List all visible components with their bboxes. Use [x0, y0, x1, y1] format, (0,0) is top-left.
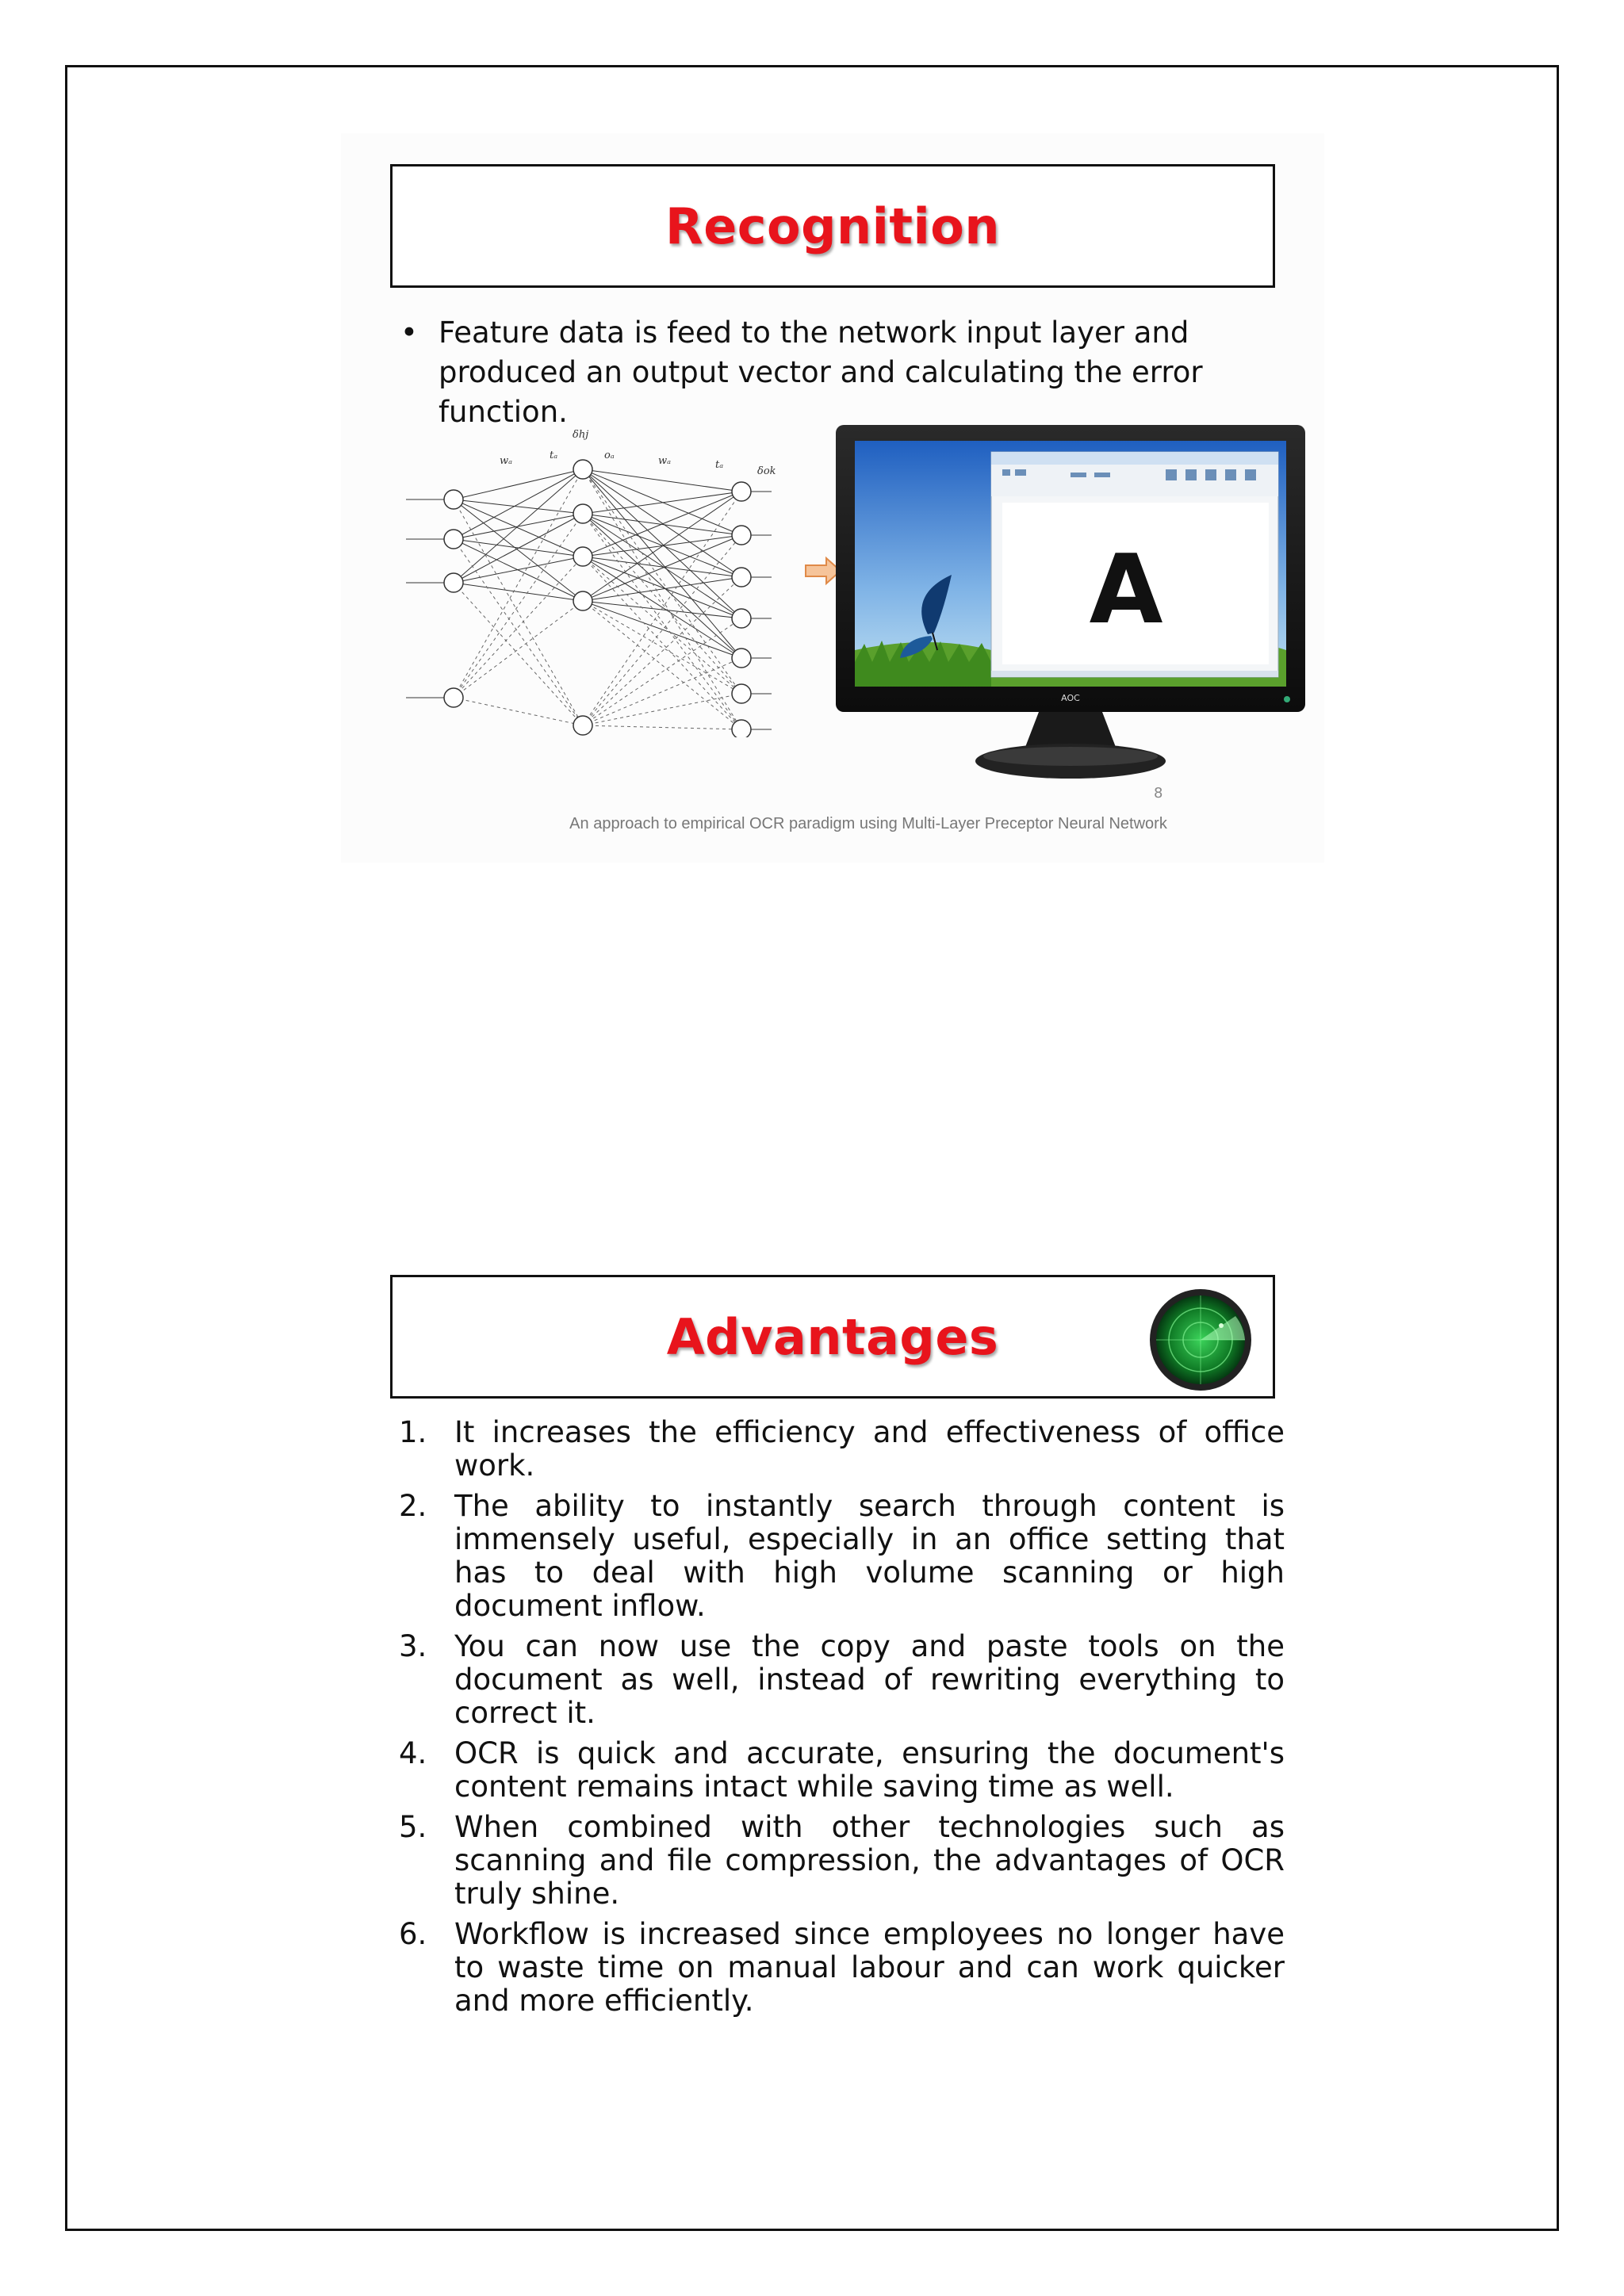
recognition-bullet [400, 313, 1273, 432]
network-node [732, 526, 751, 545]
list-item [393, 1737, 1285, 1804]
list-item-number: 1. [399, 1415, 427, 1449]
network-node [732, 609, 751, 628]
network-node [573, 504, 592, 523]
recognition-title: Recognition [665, 197, 1001, 255]
list-item [393, 1811, 1285, 1911]
list-item-number: 2. [399, 1489, 427, 1523]
monitor-letter-a: A [1089, 535, 1163, 645]
network-node [444, 530, 463, 549]
monitor-brand: AOC [1061, 693, 1080, 703]
list-item-number: 3. [399, 1629, 427, 1663]
network-node [444, 688, 463, 707]
advantages-title-box [390, 1275, 1275, 1399]
list-item-text: The ability to instantly search through content is immensely useful, especially in an office setting that has to deal with high volume scanning or high document inflow. [454, 1489, 1285, 1623]
list-item [393, 1630, 1285, 1730]
recognition-title-box [390, 164, 1275, 288]
advantages-list [393, 1416, 1285, 2025]
list-item [393, 1918, 1285, 2018]
list-item [393, 1416, 1285, 1483]
bullet-dot-icon: • [400, 316, 418, 350]
network-node [732, 649, 751, 668]
network-node [444, 490, 463, 509]
list-item-text: OCR is quick and accurate, ensuring the document's content remains intact while saving time as well. [454, 1736, 1285, 1804]
label-o-mid: oₐ [604, 450, 615, 461]
list-item [393, 1490, 1285, 1623]
label-w-right: wₐ [658, 455, 672, 467]
network-node [573, 547, 592, 566]
label-t-left: tₐ [550, 450, 558, 461]
neural-network-diagram [396, 420, 801, 737]
label-delta-ok: δok [757, 465, 776, 477]
list-item-text: When combined with other technologies such as scanning and file compression, the advantages of OCR truly shine. [454, 1810, 1285, 1911]
label-t-right: tₐ [715, 459, 724, 471]
figure-caption: An approach to empirical OCR paradigm using Multi-Layer Preceptor Neural Network [569, 815, 1167, 832]
label-w-left: wₐ [500, 455, 513, 467]
label-delta-hj: δhj [573, 429, 589, 441]
network-node [732, 482, 751, 501]
network-node [573, 591, 592, 610]
slide-number: 8 [1154, 785, 1163, 802]
advantages-title: Advantages [666, 1307, 999, 1366]
radar-icon [1148, 1288, 1253, 1392]
list-item-text: You can now use the copy and paste tools on the document as well, instead of rewriting everything to correct it. [454, 1629, 1285, 1730]
network-node [573, 460, 592, 479]
network-node [444, 573, 463, 592]
recognition-bullet-text: Feature data is feed to the network input layer and produced an output vector and calculating the error function. [439, 316, 1203, 429]
network-node [573, 716, 592, 735]
list-item-text: It increases the efficiency and effectiveness of office work. [454, 1415, 1285, 1483]
network-node [732, 720, 751, 737]
network-node [732, 684, 751, 703]
list-item-number: 5. [399, 1810, 427, 1844]
network-node [732, 568, 751, 587]
monitor-image [833, 420, 1308, 785]
list-item-text: Workflow is increased since employees no longer have to waste time on manual labour and can work quicker and more efficiently. [454, 1917, 1285, 2018]
list-item-number: 4. [399, 1736, 427, 1770]
list-item-number: 6. [399, 1917, 427, 1951]
